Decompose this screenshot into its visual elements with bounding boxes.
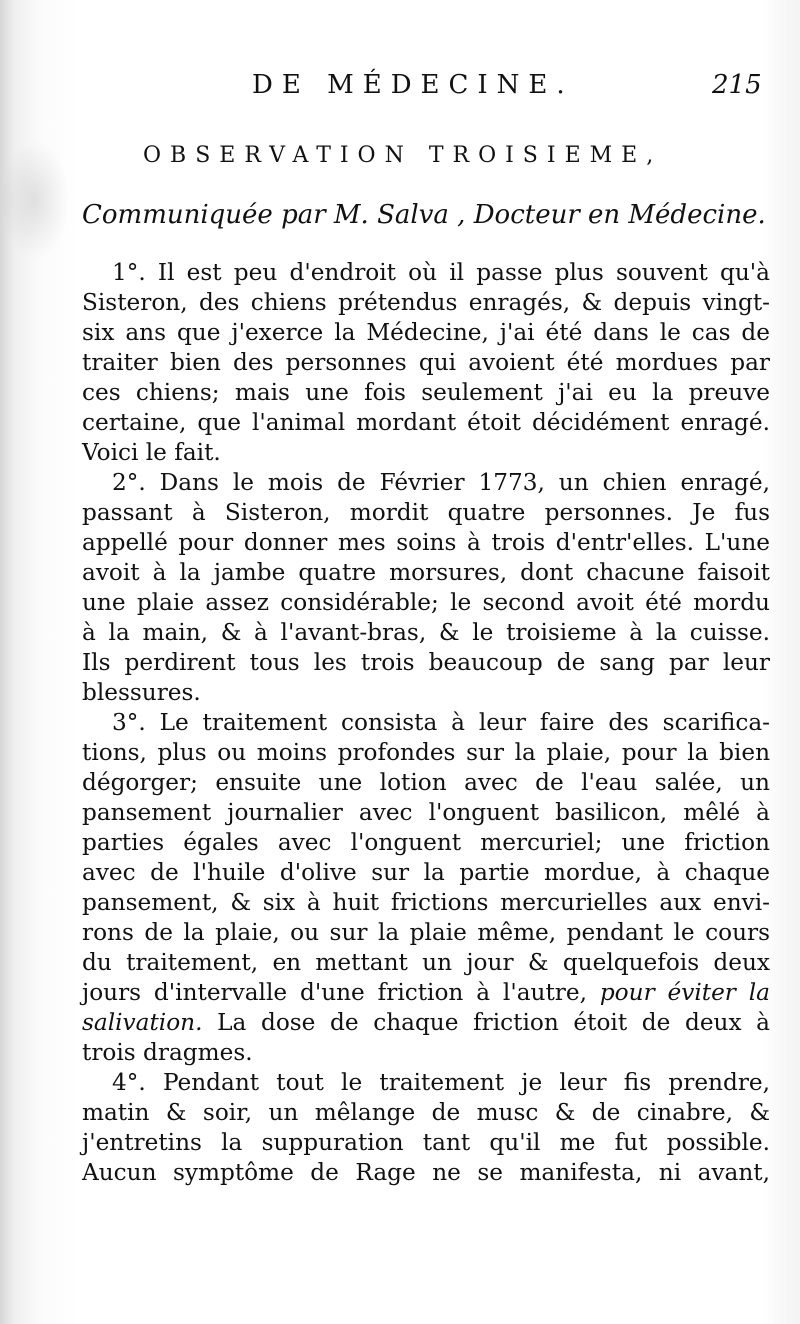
italic-fragment: salivation. <box>82 1009 203 1036</box>
text-line-mixed <box>82 978 770 1008</box>
text-line: avec de l'huile d'olive sur la partie mordue, à chaque <box>82 859 770 886</box>
text-line: rons de la plaie, ou sur la plaie même, pendant le cours <box>82 919 770 946</box>
text-line: matin & soir, un mêlange de musc & de cinabre, & <box>82 1099 770 1126</box>
text-line: Voici le fait. <box>82 439 221 466</box>
text-line: certaine, que l'animal mordant étoit décidément enragé. <box>82 409 770 436</box>
page-stain <box>0 140 70 260</box>
text-line: 3°. Le traitement consista à leur faire des scarifica- <box>112 709 770 736</box>
text-line: du traitement, en mettant un jour & quelquefois deux <box>82 949 770 976</box>
page-number: 215 <box>712 70 762 100</box>
text-line: à la main, & à l'avant-bras, & le troisieme à la cuisse. <box>82 619 770 646</box>
text-line: j'entretins la suppuration tant qu'il me fut possible. <box>82 1129 770 1156</box>
text-line: 4°. Pendant tout le traitement je leur fis prendre, <box>112 1069 770 1096</box>
section-title: OBSERVATION TROISIEME, <box>143 143 663 168</box>
text-line-mixed <box>82 1008 770 1038</box>
text-line: ces chiens; mais une fois seulement j'ai eu la preuve <box>82 379 770 406</box>
text-line: pansement, & six à huit frictions mercurielles aux envi- <box>82 889 770 916</box>
text-line: dégorger; ensuite une lotion avec de l'eau salée, un <box>82 769 770 796</box>
text-line: 1°. Il est peu d'endroit où il passe plus souvent qu'à <box>112 259 770 286</box>
text-fragment: La dose de chaque friction étoit de deux à <box>217 1009 770 1036</box>
text-line: tions, plus ou moins profondes sur la plaie, pour la bien <box>82 739 770 766</box>
body-text <box>82 258 770 1188</box>
text-line: Ils perdirent tous les trois beaucoup de sang par leur <box>82 649 770 676</box>
text-line: parties égales avec l'onguent mercuriel; une friction <box>82 829 770 856</box>
text-line: six ans que j'exerce la Médecine, j'ai été dans le cas de <box>82 319 770 346</box>
text-line: appellé pour donner mes soins à trois d'entr'elles. L'une <box>82 529 770 556</box>
text-line: passant à Sisteron, mordit quatre personnes. Je fus <box>82 499 770 526</box>
text-line: traiter bien des personnes qui avoient été mordues par <box>82 349 770 376</box>
text-line: pansement journalier avec l'onguent basilicon, mêlé à <box>82 799 770 826</box>
text-line: une plaie assez considérable; le second avoit été mordu <box>82 589 770 616</box>
text-line: Sisteron, des chiens prétendus enragés, & depuis vingt- <box>82 289 770 316</box>
text-line: trois dragmes. <box>82 1039 253 1066</box>
section-subtitle: Communiquée par M. Salva , Docteur en Médecine. <box>82 200 766 230</box>
text-line: 2°. Dans le mois de Février 1773, un chien enragé, <box>112 469 770 496</box>
text-line: avoit à la jambe quatre morsures, dont chacune faisoit <box>82 559 770 586</box>
text-line: blessures. <box>82 679 201 706</box>
text-line: Aucun symptôme de Rage ne se manifesta, ni avant, <box>82 1159 770 1186</box>
text-fragment: jours d'intervalle d'une friction à l'autre, <box>82 979 587 1006</box>
running-head: DE MÉDECINE. <box>252 70 574 100</box>
italic-fragment: pour éviter la <box>599 979 770 1006</box>
